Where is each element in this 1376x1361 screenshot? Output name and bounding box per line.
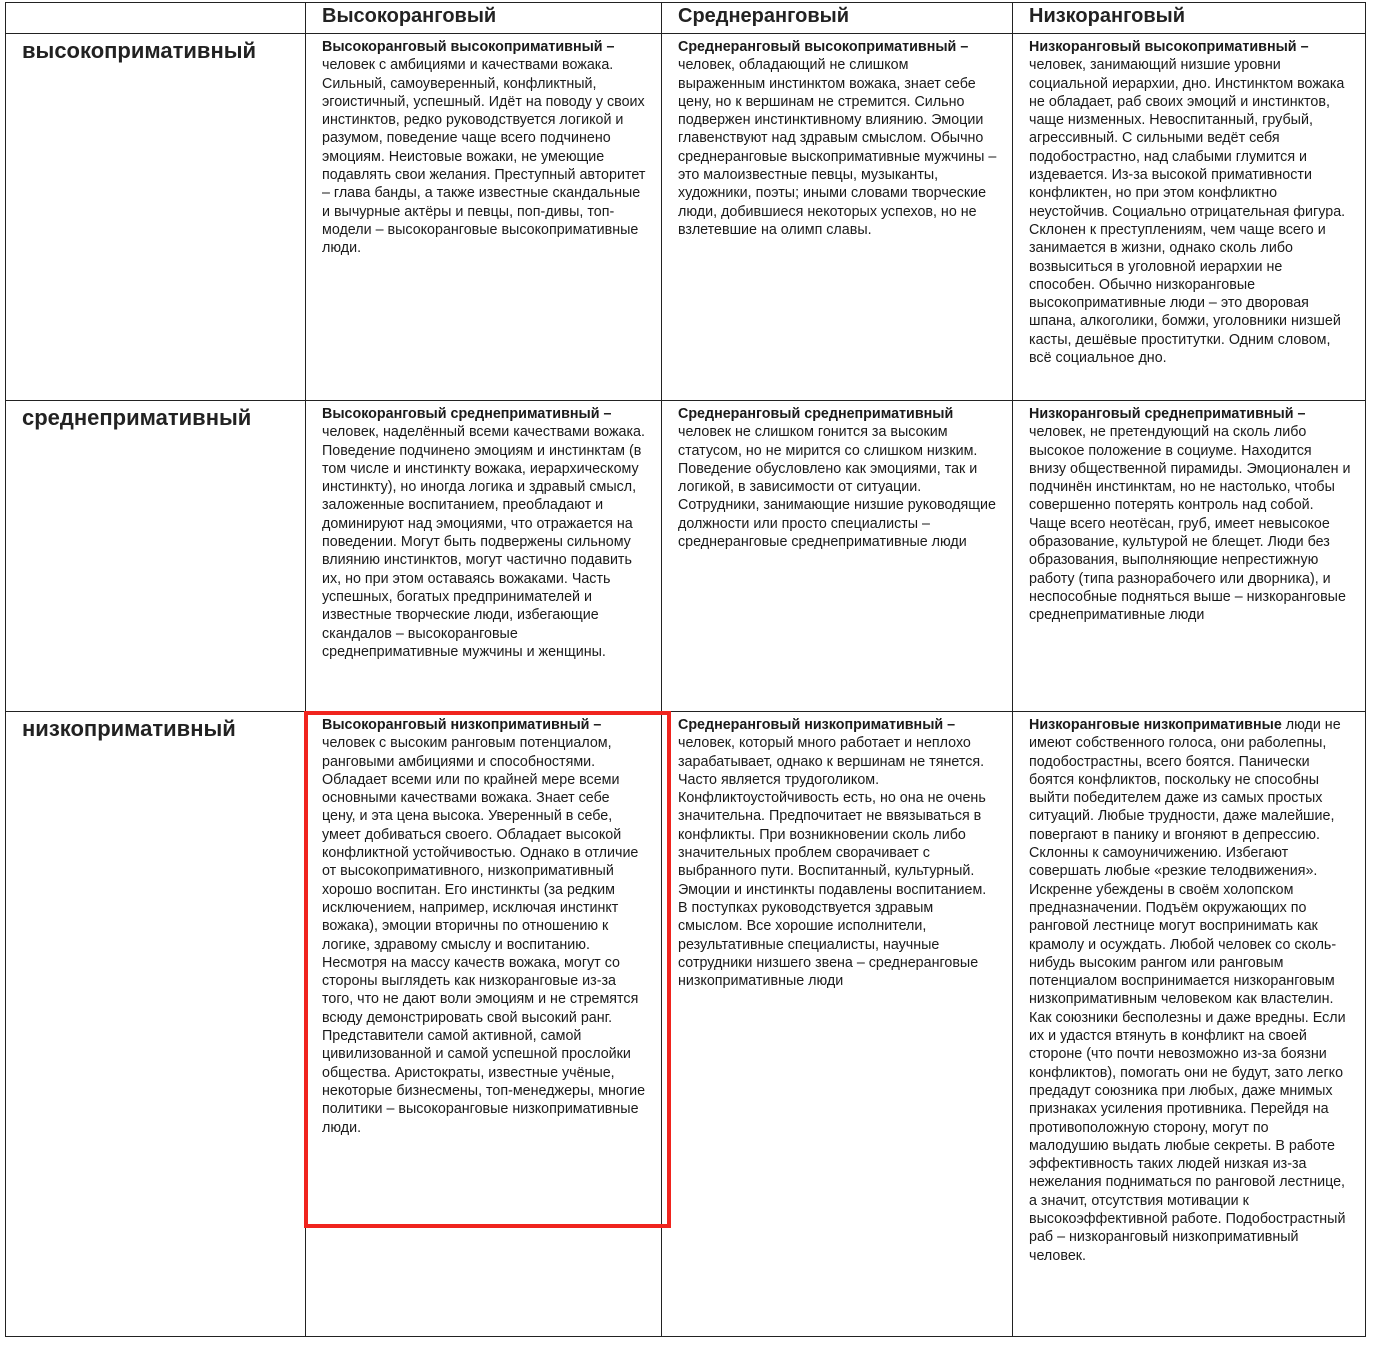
header-row — [6, 3, 1366, 34]
cell-text: человек, занимающий низшие уровни социальной иерархии, дно. Инстинктом вожака не обладает, раб своих эмоций и инстинктов, чаще низменных. Невоспитанный, грубый, агрессивный. С сильными ведёт себя подобострастно, над слабыми глумится и издевается. Из-за высокой примативности конфликтен, но при этом конфликтно неустойчив. Социально отрицательная фигура. Склонен к преступлениям, чем чаще всего и занимается в жизни, однако сколь либо возвыситься в уголовной иерархии не способен. Обычно низкоранговые высокопримативные люди – это дворовая шпана, алкоголики, бомжи, уголовники низшей касты, дешёвые проститутки. Одним словом, всё социальное дно. — [1029, 57, 1346, 367]
cell-lead: Высокоранговый высокопримативный – — [322, 39, 615, 55]
column-header: Высокоранговый — [306, 3, 662, 34]
row-header: среднепримативный — [6, 401, 306, 712]
cell-text: человек, не претендующий на сколь либо высокое положение в социуме. Находится внизу общественной пирамиды. Эмоционален и подчинён инстинктам, но не настолько, чтобы совершенно потерять контроль над собой. Чаще всего неотёсан, груб, имеет невысокое образование, культурой не блещет. Люди без образования, выполняющие непрестижную работу (типа разнорабочего или дворника), и неспособные подняться выше – низкоранговые среднепримативные люди — [1029, 424, 1351, 624]
corner-cell — [6, 3, 306, 34]
table-cell — [306, 712, 662, 1337]
cell-lead: Низкоранговые низкопримативные — [1029, 717, 1282, 733]
cell-lead: Низкоранговый среднепримативный – — [1029, 406, 1306, 422]
cell-lead: Низкоранговый высокопримативный – — [1029, 39, 1309, 55]
table-cell — [1013, 712, 1366, 1337]
table-cell — [306, 34, 662, 401]
row-header: низкопримативный — [6, 712, 306, 1337]
table-cell — [662, 712, 1013, 1337]
cell-text: человек, наделённый всеми качествами вожака. Поведение подчинено эмоциям и инстинктам (в том числе и инстинкту вожака, иерархическому инстинкту), но иногда логика и здравый смысл, заложенные воспитанием, преобладают и доминируют над эмоциями, что отражается на поведении. Могут быть подвержены сильному влиянию инстинктов, могут частично подавить их, но при этом оставаясь вожаками. Часть успешных, богатых предпринимателей и известные творческие люди, избегающие скандалов – высокоранговые среднепримативные мужчины и женщины. — [322, 424, 645, 660]
table-cell — [662, 401, 1013, 712]
table-cell — [662, 34, 1013, 401]
table-row — [6, 34, 1366, 401]
row-header: высокопримативный — [6, 34, 306, 401]
table-cell — [1013, 401, 1366, 712]
column-header: Среднеранговый — [662, 3, 1013, 34]
cell-text: человек, обладающий не слишком выраженным инстинктом вожака, знает себе цену, но к вершинам не стремится. Сильно подвержен инстинктивному влиянию. Эмоции главенствуют над здравым смыслом. Обычно среднеранговые выскопримативные мужчины – это малоизвестные певцы, музыканты, художники, поэты; иными словами творческие люди, добившиеся некоторых успехов, но не взлетевшие на олимп славы. — [678, 57, 997, 238]
cell-lead: Среднеранговый среднепримативный — [678, 406, 954, 422]
table-row — [6, 401, 1366, 712]
cell-text: люди не имеют собственного голоса, они раболепны, подобострастны, всего боятся. Панически боятся конфликтов, поскольку не способны выйти победителем даже из самых простых ситуаций. Любые трудности, даже малейшие, повергают в панику и вгоняют в депрессию. Склонны к самоуничижению. Избегают совершать любые «резкие телодвижения». Искренне убеждены в своём холопском предназначении. Подъём окружающих по ранговой лестнице могут воспринимать как крамолу и осуждать. Любой человек со сколь-нибудь высоким рангом или ранговым потенциалом воспринимается низкоранговым низкопримативным человеком как властелин. Как союзники бесполезны и даже вредны. Если их и удастся втянуть в конфликт на своей стороне (что почти невозможно из-за боязни конфликтов), помогать они не будут, зато легко предадут союзника при любых, даже мнимых признаках усиления противника. Перейдя на противоположную сторону, могут по малодушию выдать любые секреты. В работе эффективность таких людей низкая из-за нежелания подниматься по ранговой лестнице, а значит, отсутствия мотивации к высокоэффективной работе. Подобострастный раб – низкоранговый низкопримативный человек. — [1029, 717, 1346, 1264]
cell-text: человек с высоким ранговым потенциалом, ранговыми амбициями и способностями. Обладает всеми или по крайней мере всеми основными качествами вожака. Знает себе цену, и эта цена высока. Уверенный в себе, умеет добиваться своего. Обладает высокой конфликтной устойчивостью. Однако в отличие от высокопримативного, низкопримативный хорошо воспитан. Его инстинкты (за редким исключением, например, исключая инстинкт вожака), эмоции вторичны по отношению к логике, здравому смыслу и воспитанию. Несмотря на массу качеств вожака, могут со стороны выглядеть как низкоранговые из-за того, что не дают воли эмоциям и не стремятся всюду демонстрировать свой высокий ранг. Представители самой активной, самой цивилизованной и самой успешной прослойки общества. Аристократы, известные учёные, некоторые бизнесмены, топ-менеджеры, многие политики – высокоранговые низкопримативные люди. — [322, 735, 646, 1136]
rank-primativity-table — [5, 2, 1366, 1337]
table-row — [6, 712, 1366, 1337]
cell-text: человек, который много работает и неплохо зарабатывает, однако к вершинам не тянется. Часто является трудоголиком. Конфликтоустойчивость есть, но она не очень значительна. Предпочитает не ввязываться в конфликты. При возникновении сколь либо значительных проблем сворачивает с выбранного пути. Воспитанный, культурный. Эмоции и инстинкты подавлены воспитанием. В поступках руководствуется здравым смыслом. Все хорошие исполнители, результативные специалисты, научные сотрудники низшего звена – среднеранговые низкопримативные люди — [678, 735, 987, 990]
cell-lead: Среднеранговый высокопримативный – — [678, 39, 969, 55]
cell-lead: Высокоранговый низкопримативный – — [322, 717, 602, 733]
cell-lead: Среднеранговый низкопримативный – — [678, 717, 956, 733]
table-cell — [1013, 34, 1366, 401]
cell-text: человек с амбициями и качествами вожака. Сильный, самоуверенный, конфликтный, эгоистичный, успешный. Идёт на поводу у своих инстинктов, редко руководствуется логикой и разумом, поведение чаще всего подчинено эмоциям. Неистовые вожаки, не умеющие подавлять свои желания. Преступный авторитет – глава банды, а также известные скандальные и вычурные актёры и певцы, поп-дивы, топ-модели – высокоранговые высокопримативные люди. — [322, 57, 646, 257]
cell-text: человек не слишком гонится за высоким статусом, но не мирится со слишком низким. Поведение обусловлено как эмоциями, так и логикой, в зависимости от ситуации. Сотрудники, занимающие низшие руководящие должности или просто специалисты – среднеранговые среднепримативные люди — [678, 424, 996, 551]
column-header: Низкоранговый — [1013, 3, 1366, 34]
table-cell — [306, 401, 662, 712]
cell-lead: Высокоранговый среднепримативный – — [322, 406, 612, 422]
